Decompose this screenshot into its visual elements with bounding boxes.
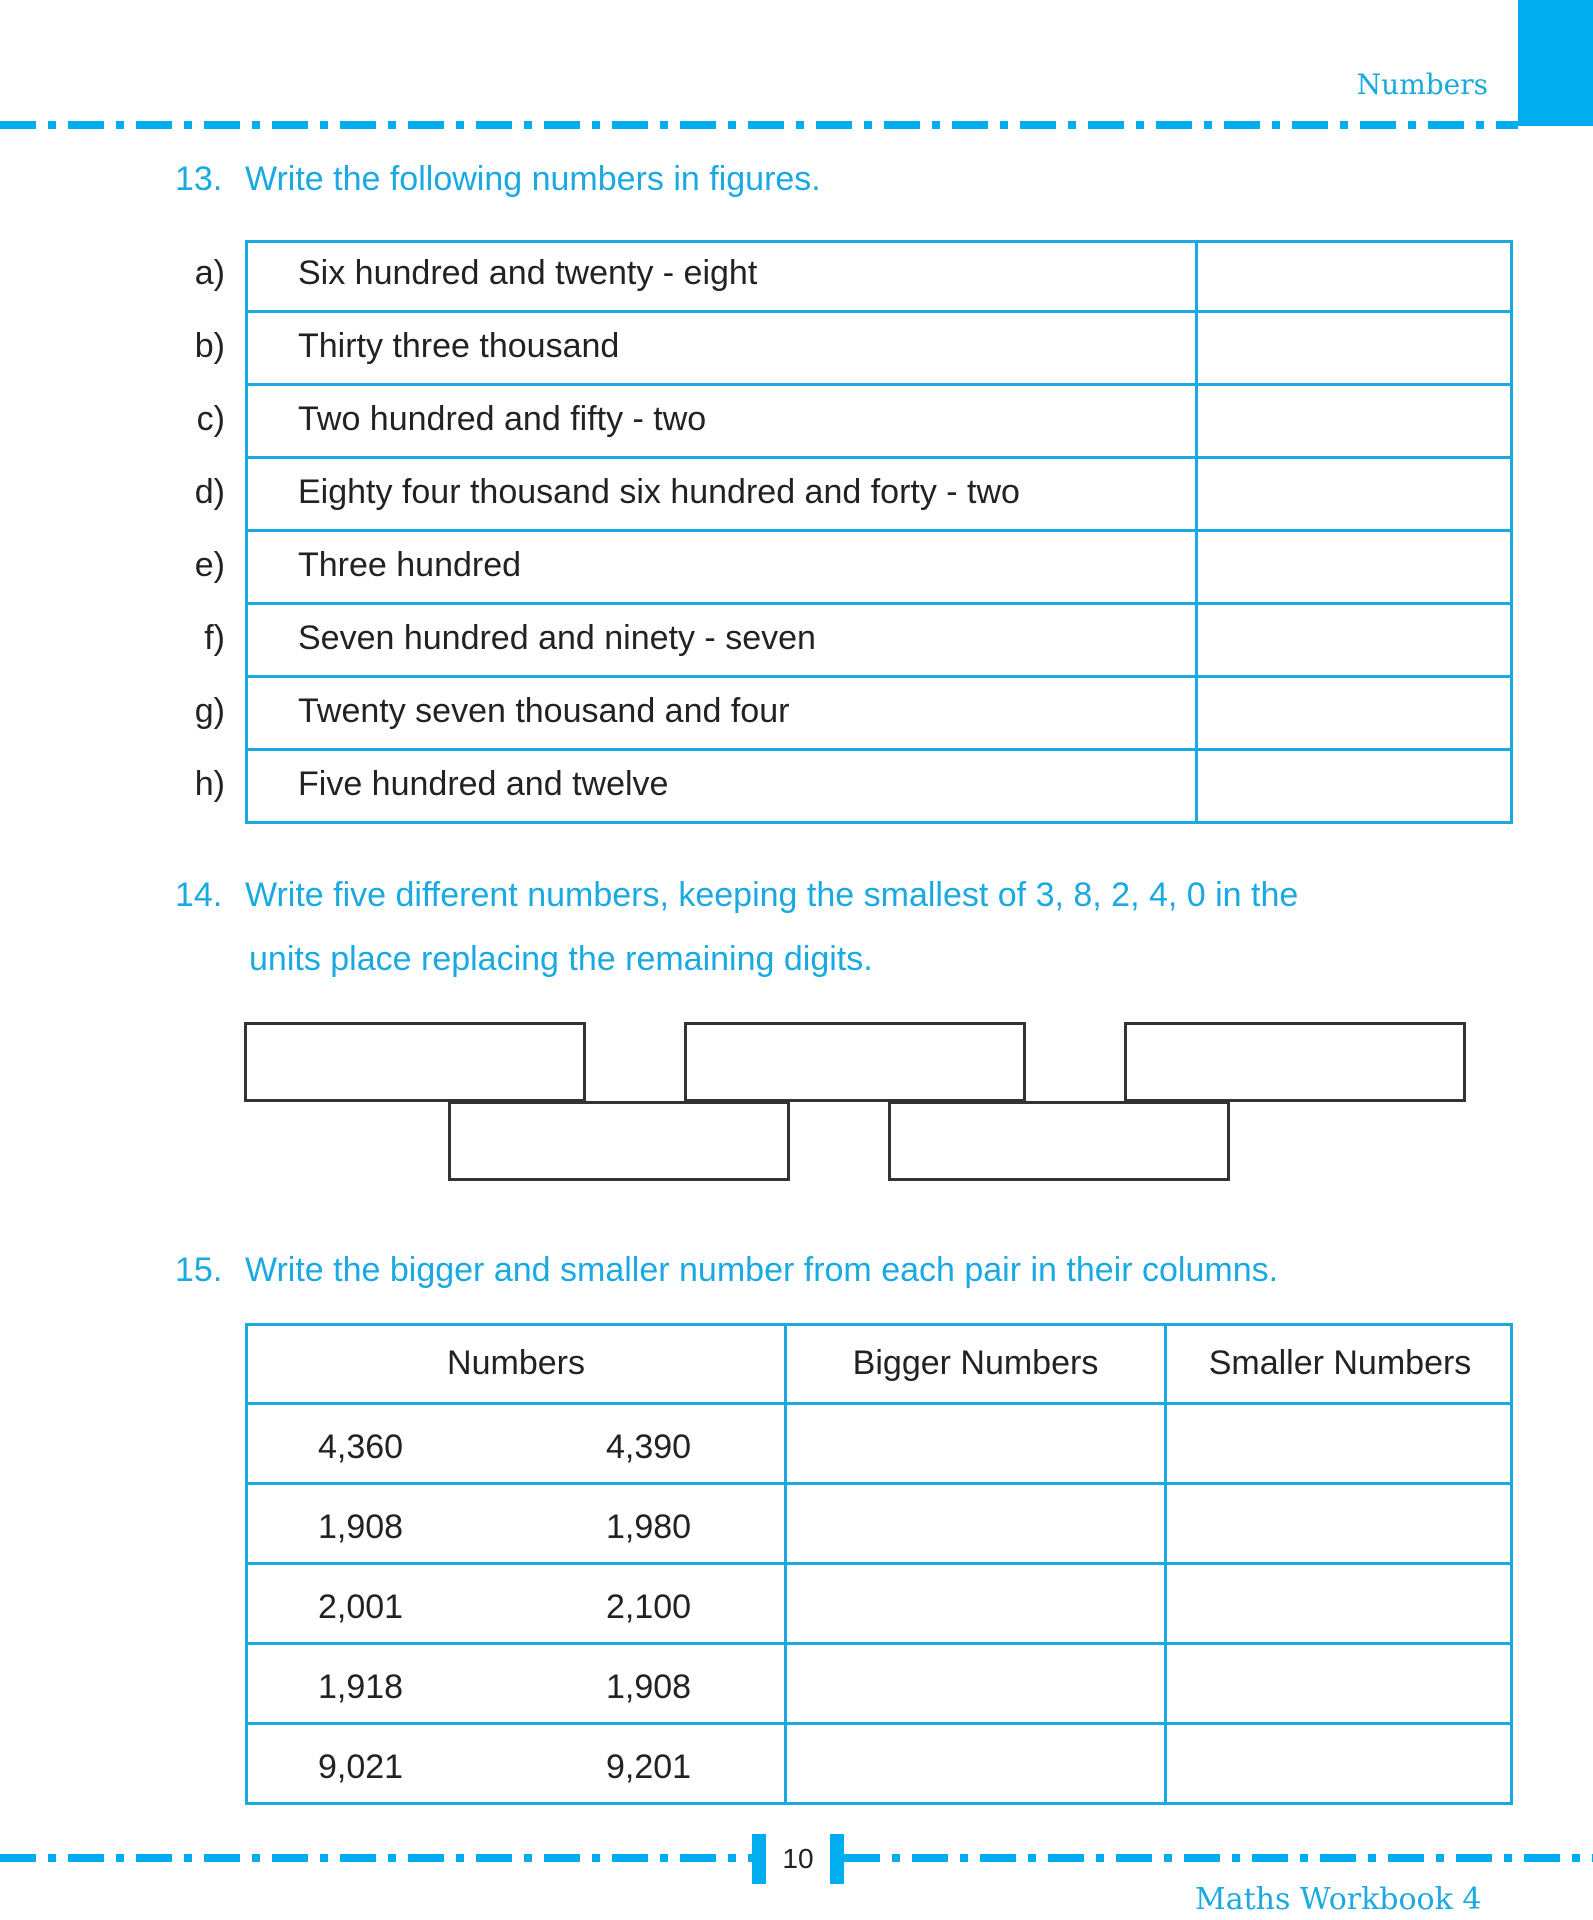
q13-row-text: Two hundred and fifty - two (298, 400, 707, 438)
table-row (245, 1405, 1513, 1485)
q13-title (175, 160, 821, 199)
header-bigger: Bigger Numbers (852, 1344, 1099, 1382)
q13-row-text: Eighty four thousand six hundred and forty - two (298, 473, 1020, 511)
number-b: 9,201 (606, 1748, 692, 1786)
header-numbers: Numbers (447, 1344, 585, 1382)
book-title: Maths Workbook 4 (1195, 1882, 1482, 1917)
q13-row (194, 751, 1513, 824)
q13-row-label: a) (194, 254, 225, 292)
q15-table (245, 1323, 1513, 1805)
table-row (245, 1645, 1513, 1725)
q13-number: 13. (175, 160, 223, 198)
chapter-title: Numbers (1356, 68, 1488, 101)
q13-row-text: Three hundred (298, 546, 522, 584)
q13-row (194, 678, 1513, 751)
q14-number: 14. (175, 876, 223, 914)
q15-title (175, 1251, 1278, 1290)
page-number-box (752, 1834, 844, 1884)
bigger-answer-cell[interactable] (784, 1645, 1164, 1722)
page-bracket-left (752, 1834, 766, 1884)
bigger-answer-cell[interactable] (784, 1565, 1164, 1642)
q13-row-label: f) (204, 619, 225, 657)
answer-box-1[interactable] (244, 1022, 586, 1102)
q13-row-label: h) (194, 765, 225, 803)
q13-prompt: Write the following numbers in figures. (245, 160, 821, 198)
q13-answer-cell[interactable] (1195, 313, 1510, 386)
q13-row-label: c) (196, 400, 225, 438)
q13-row (204, 605, 1513, 678)
q15-prompt: Write the bigger and smaller number from each pair in their columns. (245, 1251, 1279, 1289)
number-a: 9,021 (318, 1748, 404, 1786)
q14-prompt-line2: units place replacing the remaining digits. (249, 940, 873, 978)
q13-answer-cell[interactable] (1195, 605, 1510, 678)
smaller-answer-cell[interactable] (1164, 1485, 1513, 1562)
q13-table (194, 240, 1513, 824)
table-row (245, 1725, 1513, 1805)
q13-row (194, 313, 1513, 386)
number-b: 1,908 (606, 1668, 692, 1706)
answer-box-4[interactable] (448, 1101, 790, 1181)
smaller-answer-cell[interactable] (1164, 1405, 1513, 1482)
q13-answer-cell[interactable] (1195, 751, 1510, 824)
q13-answer-cell[interactable] (1195, 532, 1510, 605)
q13-row (194, 532, 1513, 605)
number-a: 1,908 (318, 1508, 404, 1546)
number-a: 4,360 (318, 1428, 404, 1466)
number-a: 2,001 (318, 1588, 404, 1626)
number-b: 1,980 (606, 1508, 692, 1546)
answer-box-2[interactable] (684, 1022, 1026, 1102)
q13-row-label: g) (194, 692, 225, 730)
q13-row-text: Five hundred and twelve (298, 765, 669, 803)
smaller-answer-cell[interactable] (1164, 1645, 1513, 1722)
smaller-answer-cell[interactable] (1164, 1725, 1513, 1802)
number-b: 4,390 (606, 1428, 692, 1466)
q15-number: 15. (175, 1251, 223, 1289)
bigger-answer-cell[interactable] (784, 1485, 1164, 1562)
q13-row-text: Twenty seven thousand and four (298, 692, 790, 730)
q13-row-text: Thirty three thousand (298, 327, 620, 365)
q13-row-label: d) (194, 473, 225, 511)
answer-box-3[interactable] (1124, 1022, 1466, 1102)
page-number: 10 (782, 1843, 814, 1874)
q13-answer-cell[interactable] (1195, 459, 1510, 532)
header-divider (0, 121, 1518, 129)
footer-divider-left (0, 1854, 752, 1862)
q13-answer-cell[interactable] (1195, 386, 1510, 459)
q13-row-text: Six hundred and twenty - eight (298, 254, 758, 292)
bigger-answer-cell[interactable] (784, 1725, 1164, 1802)
header-smaller: Smaller Numbers (1208, 1344, 1472, 1382)
page-bracket-right (830, 1834, 844, 1884)
bigger-answer-cell[interactable] (784, 1405, 1164, 1482)
q13-row-label: b) (194, 327, 225, 365)
number-b: 2,100 (606, 1588, 692, 1626)
q13-row (196, 386, 1513, 459)
table-row (245, 1565, 1513, 1645)
q13-row (194, 240, 1513, 313)
q13-answer-cell[interactable] (1195, 240, 1510, 313)
q14-title-line1 (175, 876, 1298, 915)
table-row (245, 1485, 1513, 1565)
number-a: 1,918 (318, 1668, 404, 1706)
smaller-answer-cell[interactable] (1164, 1565, 1513, 1642)
q13-row-label: e) (194, 546, 225, 584)
answer-box-5[interactable] (888, 1101, 1230, 1181)
q13-row-text: Seven hundred and ninety - seven (298, 619, 816, 657)
q13-row (194, 459, 1513, 532)
chapter-tab-marker (1518, 0, 1593, 126)
q14-prompt-line1: Write five different numbers, keeping the smallest of 3, 8, 2, 4, 0 in the (245, 876, 1299, 914)
footer-divider-right (844, 1854, 1593, 1862)
q13-answer-cell[interactable] (1195, 678, 1510, 751)
q15-header-row (245, 1323, 1513, 1405)
